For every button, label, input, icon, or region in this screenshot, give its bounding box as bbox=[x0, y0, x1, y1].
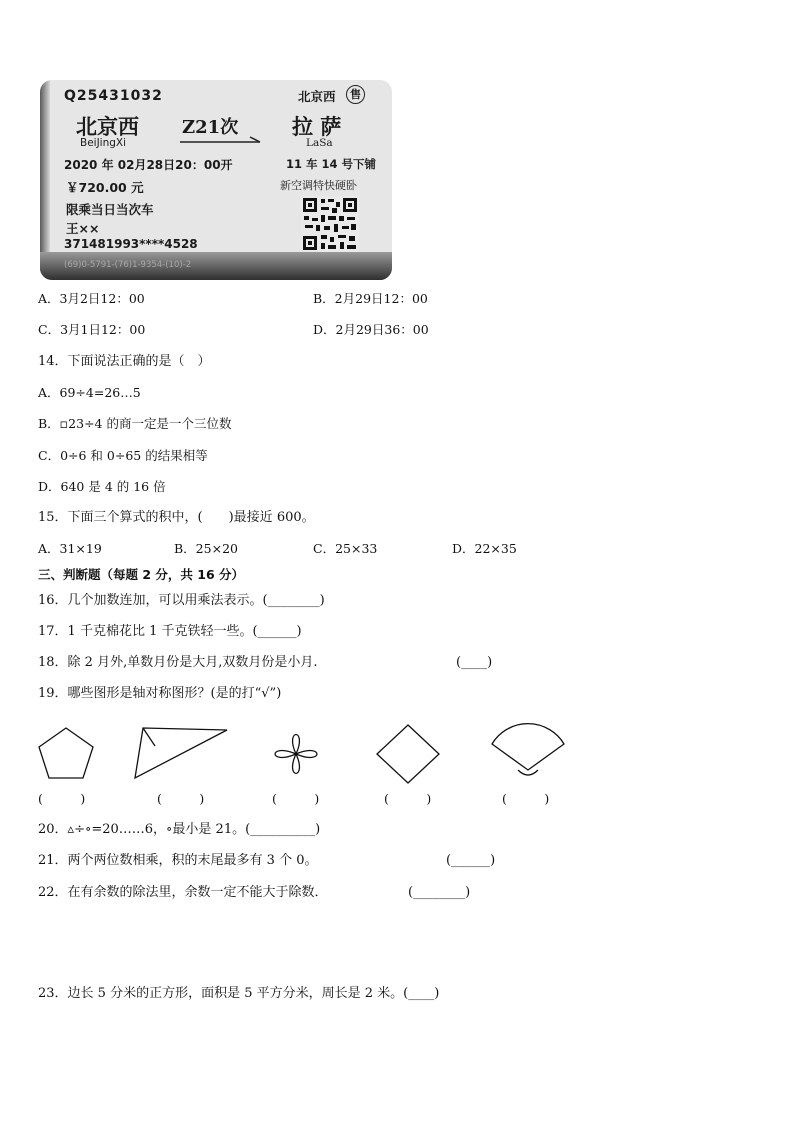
four-leaf-shape bbox=[264, 724, 328, 784]
qr-code-icon bbox=[301, 196, 359, 252]
q21-blank: (______) bbox=[446, 853, 496, 868]
q15-option-a: A．31×19 bbox=[38, 541, 102, 556]
q13-option-c: C．3月1日12：00 bbox=[38, 322, 146, 337]
pentagon-shape bbox=[36, 725, 96, 781]
q20-text: 20．▵÷∘=20……6，∘最小是 21。(__________) bbox=[38, 822, 321, 837]
shape-3-answer-blank: ( ) bbox=[272, 791, 320, 806]
q18-blank: (____) bbox=[456, 655, 493, 670]
ticket-price: ￥720.00 元 bbox=[66, 180, 144, 195]
q14-option-a: A．69÷4=26…5 bbox=[38, 385, 141, 400]
ticket-edge bbox=[40, 80, 50, 280]
ticket-station-stamp: 北京西 bbox=[298, 89, 336, 104]
section-3-heading: 三、判断题（每题 2 分，共 16 分） bbox=[38, 567, 245, 582]
q14-option-d: D．640 是 4 的 16 倍 bbox=[38, 479, 166, 494]
ticket-passenger-name: 王×× bbox=[66, 221, 100, 236]
shape-4-answer-blank: ( ) bbox=[384, 791, 432, 806]
ticket-from-station: 北京西 bbox=[76, 115, 139, 139]
ticket-number: Q25431032 bbox=[64, 88, 163, 104]
ticket-train-number: Z21次 bbox=[182, 117, 239, 138]
q22-blank: (________) bbox=[408, 885, 471, 900]
ticket-barcode-text: (69)0-5791-(76)1-9354-(10)-2 bbox=[64, 260, 192, 270]
ticket-seat: 11 车 14 号下铺 bbox=[286, 157, 377, 171]
q14-option-c: C．0÷6 和 0÷65 的结果相等 bbox=[38, 448, 208, 463]
ticket-id-number: 371481993****4528 bbox=[64, 237, 198, 251]
shape-2-answer-blank: ( ) bbox=[157, 791, 205, 806]
shape-5-answer-blank: ( ) bbox=[502, 791, 550, 806]
q16-text: 16．几个加数连加，可以用乘法表示。(________) bbox=[38, 593, 325, 608]
ticket-datetime: 2020 年 02月28日20：00开 bbox=[64, 158, 233, 172]
q14-stem: 14．下面说法正确的是（ ） bbox=[38, 354, 211, 369]
q15-option-d: D．22×35 bbox=[452, 541, 517, 556]
q15-option-c: C．25×33 bbox=[313, 541, 378, 556]
fan-shape bbox=[488, 720, 568, 780]
q23-text: 23．边长 5 分米的正方形，面积是 5 平方分米，周长是 2 米。(____) bbox=[38, 986, 440, 1001]
ticket-arrow-icon bbox=[180, 136, 262, 144]
q17-text: 17．1 千克棉花比 1 千克铁轻一些。(______) bbox=[38, 624, 302, 639]
ticket-to-station: 拉 萨 bbox=[292, 115, 342, 139]
q14-option-b: B．▫23÷4 的商一定是一个三位数 bbox=[38, 416, 232, 431]
q13-option-a: A．3月2日12：00 bbox=[38, 291, 145, 306]
ticket-sale-stamp: 售 bbox=[346, 85, 365, 104]
q19-text: 19．哪些图形是轴对称图形？(是的打“√”) bbox=[38, 686, 282, 701]
q13-option-b: B．2月29日12：00 bbox=[313, 291, 428, 306]
shape-1-answer-blank: ( ) bbox=[38, 791, 86, 806]
train-ticket-image bbox=[40, 80, 392, 280]
q15-stem: 15．下面三个算式的积中，( )最接近 600。 bbox=[38, 510, 315, 525]
ticket-from-pinyin: BeiJingXi bbox=[80, 137, 127, 149]
ticket-notice: 限乘当日当次车 bbox=[66, 202, 154, 217]
q21-text: 21．两个两位数相乘，积的末尾最多有 3 个 0。 bbox=[38, 853, 318, 868]
diamond-shape bbox=[374, 722, 442, 786]
q18-text: 18．除 2 月外,单数月份是大月,双数月份是小月. bbox=[38, 655, 318, 670]
ticket-to-pinyin: LaSa bbox=[306, 137, 333, 149]
triangle-shape bbox=[133, 726, 229, 780]
q22-text: 22．在有余数的除法里，余数一定不能大于除数． bbox=[38, 885, 328, 900]
q13-option-d: D．2月29日36：00 bbox=[313, 322, 429, 337]
ticket-car-type: 新空调特快硬卧 bbox=[280, 179, 357, 192]
q15-option-b: B．25×20 bbox=[174, 541, 238, 556]
